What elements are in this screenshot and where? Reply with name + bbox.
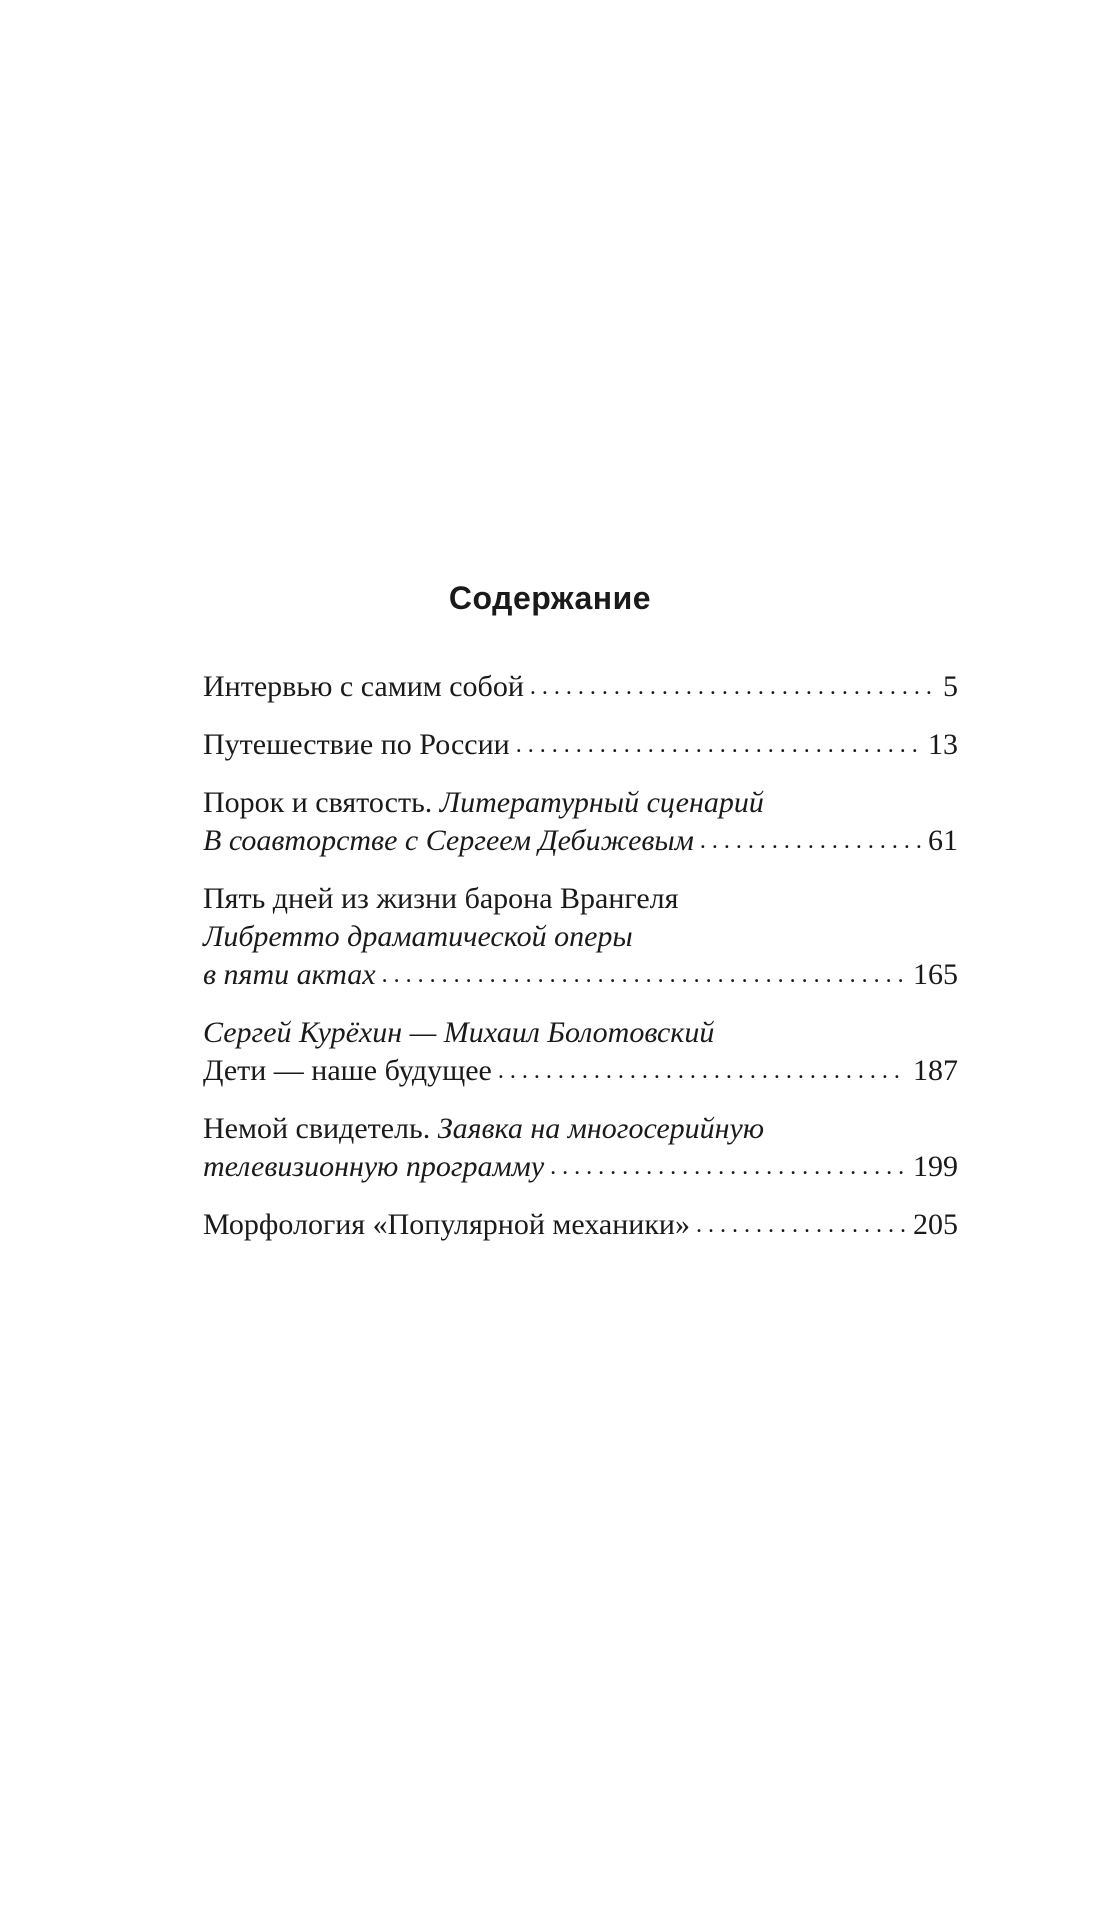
dot-leader bbox=[382, 956, 907, 994]
toc-entry-line bbox=[203, 822, 958, 860]
dot-leader bbox=[550, 1148, 907, 1186]
toc-entry-subtitle: Литературный сценарий bbox=[439, 786, 764, 819]
toc-entry-line bbox=[203, 726, 958, 764]
toc-entry-text bbox=[203, 822, 694, 860]
toc-entry-subtitle: в пяти актах bbox=[203, 958, 376, 991]
toc-entry-line bbox=[203, 918, 958, 956]
dot-leader bbox=[516, 726, 922, 764]
page-number: 205 bbox=[913, 1208, 958, 1241]
page-number: 5 bbox=[943, 670, 958, 703]
toc-heading: Содержание bbox=[448, 580, 652, 616]
page-number: 13 bbox=[928, 728, 958, 761]
toc-entry-subtitle: телевизионную программу bbox=[203, 1150, 545, 1183]
toc-entry-title: Немой свидетель. bbox=[203, 1112, 438, 1145]
toc-entry-line bbox=[203, 880, 958, 918]
toc-entry[interactable] bbox=[203, 1014, 958, 1090]
toc-entry-text bbox=[203, 918, 633, 956]
dot-leader bbox=[696, 1206, 907, 1244]
toc-entry-subtitle: Либретто драматической оперы bbox=[203, 920, 633, 953]
toc-entry-line bbox=[203, 956, 958, 994]
toc-entry-text bbox=[203, 668, 524, 706]
toc-entry[interactable] bbox=[203, 1110, 958, 1186]
toc-entry-line bbox=[203, 1110, 958, 1148]
toc-entry-title: Морфология «Популярной механики» bbox=[203, 1208, 690, 1241]
toc-entry-text bbox=[203, 784, 764, 822]
dot-leader bbox=[700, 822, 922, 860]
toc-entry-text bbox=[203, 726, 510, 764]
toc-entry[interactable] bbox=[203, 726, 958, 764]
page-number: 165 bbox=[913, 958, 958, 991]
page-number: 61 bbox=[928, 824, 958, 857]
toc-entry-subtitle: Сергей Курёхин — Михаил Болотовский bbox=[203, 1016, 715, 1049]
dot-leader bbox=[498, 1052, 907, 1090]
toc-entry-text bbox=[203, 1052, 492, 1090]
page-number: 187 bbox=[913, 1054, 958, 1087]
toc-entry-title: Порок и святость. bbox=[203, 786, 440, 819]
toc-entry-line bbox=[203, 784, 958, 822]
toc-entry-line bbox=[203, 1148, 958, 1186]
toc-entry-line bbox=[203, 1052, 958, 1090]
toc-entry[interactable] bbox=[203, 880, 958, 994]
toc-entry-line bbox=[203, 668, 958, 706]
toc-entry[interactable] bbox=[203, 668, 958, 706]
toc-entry[interactable] bbox=[203, 1206, 958, 1244]
toc-entry-text bbox=[203, 1110, 764, 1148]
toc-entry-text bbox=[203, 880, 678, 918]
dot-leader bbox=[530, 668, 937, 706]
toc-entry-subtitle: Заявка на многосерийную bbox=[437, 1112, 765, 1145]
toc-entry-title: Пять дней из жизни барона Врангеля bbox=[203, 882, 679, 915]
toc-entry-line bbox=[203, 1014, 958, 1052]
toc-entry-text bbox=[203, 1014, 714, 1052]
toc-entry-title: Дети — наше будущее bbox=[203, 1054, 492, 1087]
page-number: 199 bbox=[913, 1150, 958, 1183]
toc-entry-title: Интервью с самим собой bbox=[203, 670, 524, 703]
toc-entry[interactable] bbox=[203, 784, 958, 860]
toc-entry-title: Путешествие по России bbox=[203, 728, 510, 761]
table-of-contents bbox=[203, 668, 958, 1264]
toc-entry-line bbox=[203, 1206, 958, 1244]
toc-entry-text bbox=[203, 956, 376, 994]
toc-entry-text bbox=[203, 1206, 690, 1244]
toc-entry-text bbox=[203, 1148, 544, 1186]
toc-entry-subtitle: В соавторстве с Сергеем Дебижевым bbox=[203, 824, 694, 857]
